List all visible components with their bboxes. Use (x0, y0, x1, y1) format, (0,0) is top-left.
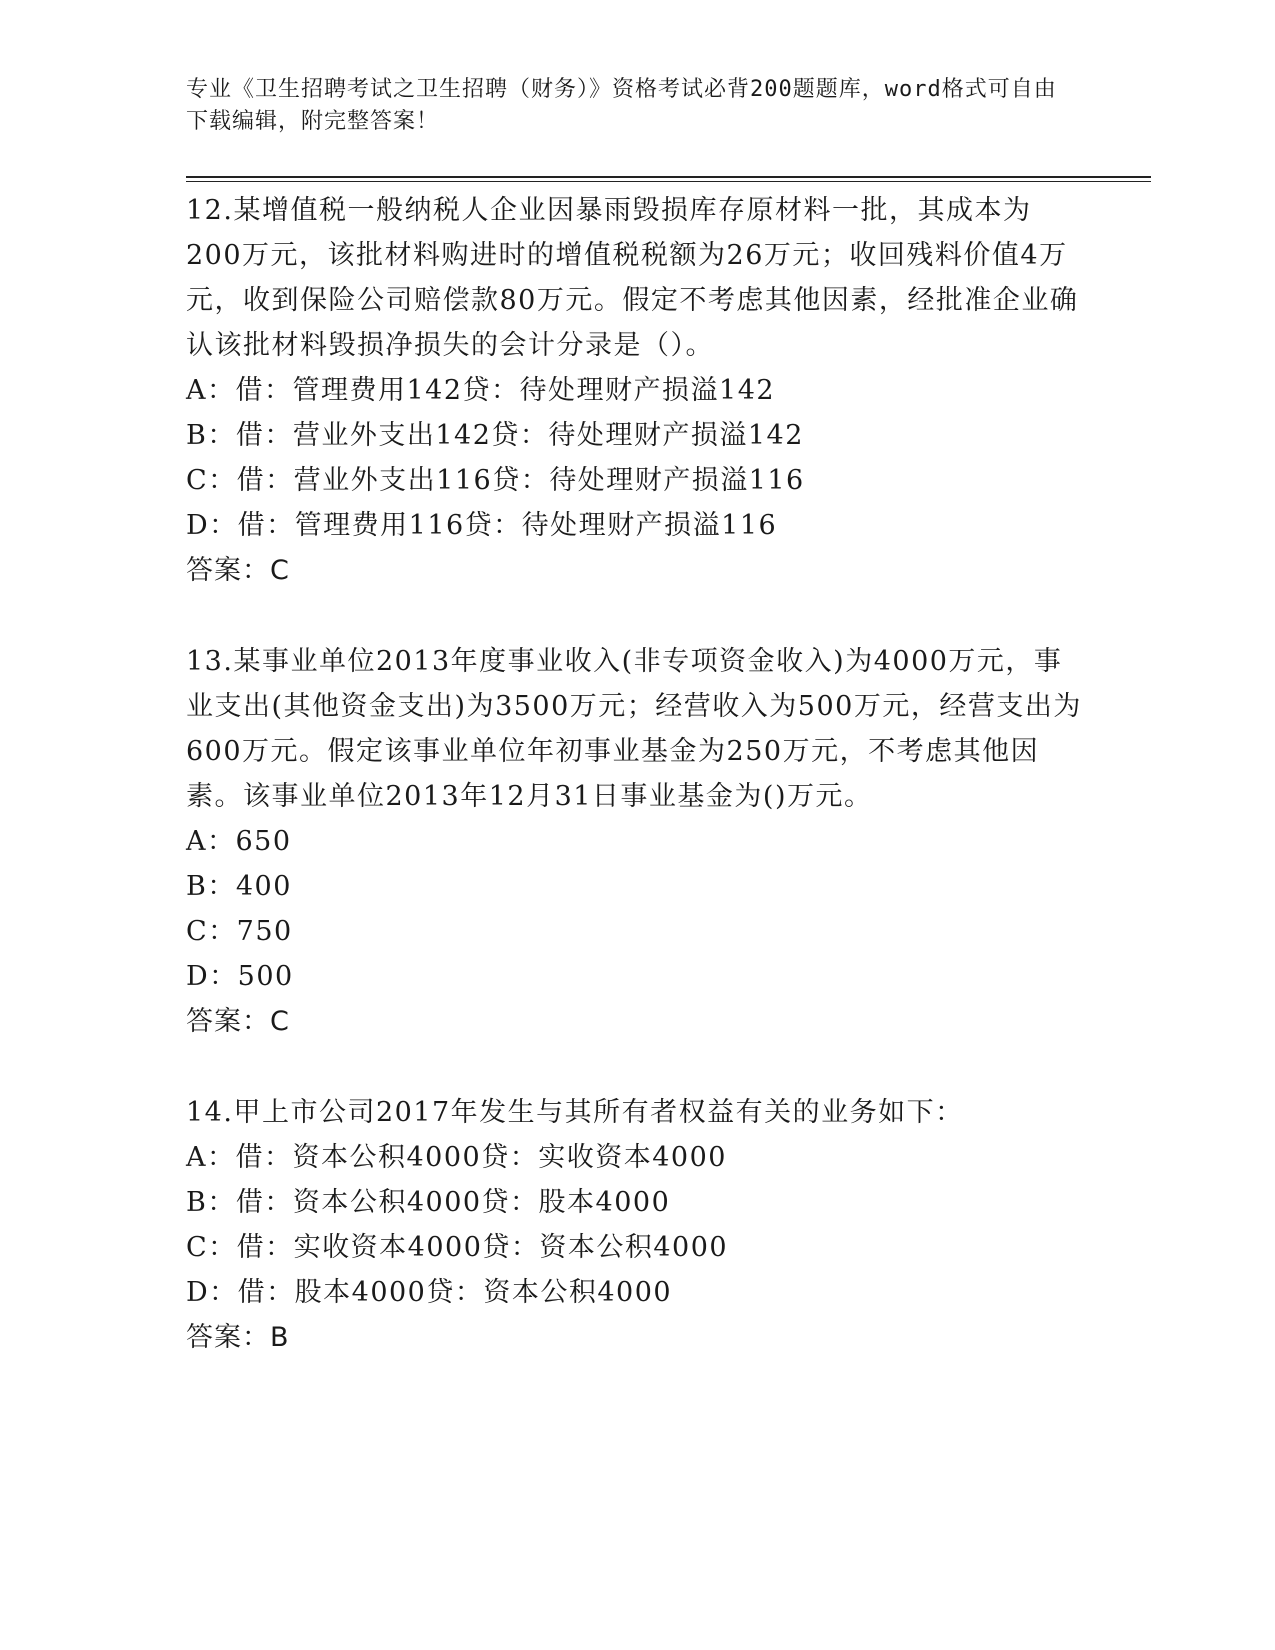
option-b: B：借：资本公积4000贷：股本4000 (186, 1187, 671, 1218)
option-a: A：借：资本公积4000贷：实收资本4000 (186, 1142, 727, 1173)
option-c: C：750 (186, 916, 293, 947)
document-header (186, 74, 1066, 138)
answer-line: 答案：B (186, 1322, 290, 1353)
answer-line: 答案：C (186, 1006, 290, 1037)
question-13 (186, 639, 1086, 1044)
option-c: C：借：营业外支出116贷：待处理财产损溢116 (186, 465, 805, 496)
header-divider (186, 176, 1151, 182)
question-list (186, 188, 1086, 1406)
option-d: D：借：管理费用116贷：待处理财产损溢116 (186, 510, 778, 541)
option-d: D：借：股本4000贷：资本公积4000 (186, 1277, 673, 1308)
question-12 (186, 188, 1086, 593)
question-stem: 14.甲上市公司2017年发生与其所有者权益有关的业务如下： (186, 1097, 964, 1128)
option-c: C：借：实收资本4000贷：资本公积4000 (186, 1232, 729, 1263)
option-d: D：500 (186, 961, 294, 992)
question-14 (186, 1090, 1086, 1360)
question-stem: 12.某增值税一般纳税人企业因暴雨毁损库存原材料一批，其成本为200万元，该批材料购进时的增值税税额为26万元；收回残料价值4万元，收到保险公司赔偿款80万元。假定不考虑其他因素，经批准企业确认该批材料毁损净损失的会计分录是（）。 (186, 195, 1079, 361)
header-text: 专业《卫生招聘考试之卫生招聘（财务）》资格考试必背200题题库，word格式可自由下载编辑，附完整答案！ (186, 77, 1057, 134)
option-a: A：650 (186, 826, 292, 857)
answer-line: 答案：C (186, 555, 290, 586)
option-b: B：400 (186, 871, 292, 902)
option-b: B：借：营业外支出142贷：待处理财产损溢142 (186, 420, 804, 451)
option-a: A：借：管理费用142贷：待处理财产损溢142 (186, 375, 776, 406)
question-stem: 13.某事业单位2013年度事业收入(非专项资金收入)为4000万元，事业支出(其他资金支出)为3500万元；经营收入为500万元，经营支出为600万元。假定该事业单位年初事业基金为250万元，不考虑其他因素。该事业单位2013年12月31日事业基金为()万元。 (186, 646, 1082, 812)
